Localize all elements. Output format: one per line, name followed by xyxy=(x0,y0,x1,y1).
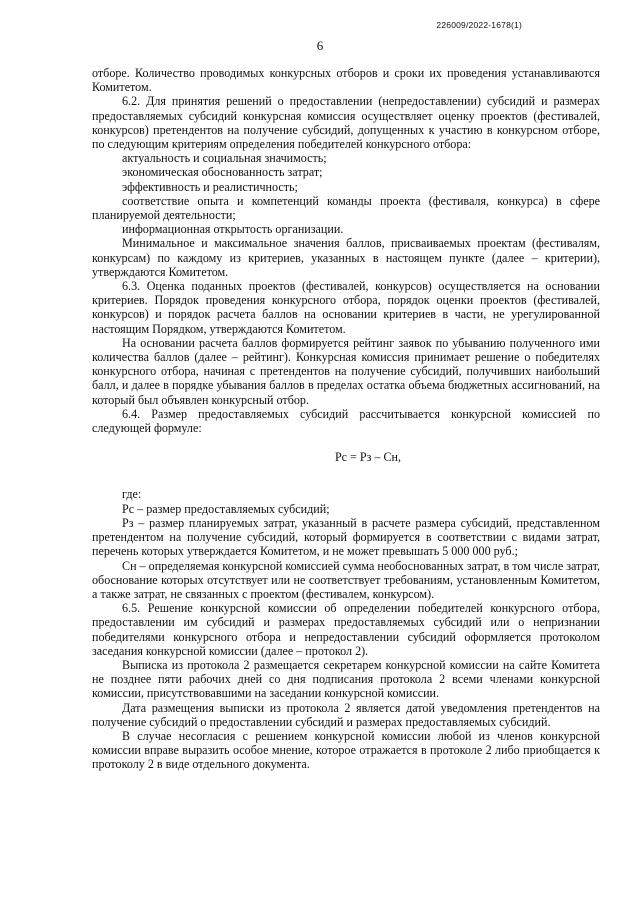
criterion-efficiency: эффективность и реалистичность; xyxy=(122,179,298,194)
paragraph-selection-end: отборе. Количество проводимых конкурсных отборов и сроки их проведения устанавливаются Комитетом. xyxy=(92,66,600,95)
paragraph-rating: На основании расчета баллов формируется рейтинг заявок по убыванию полученного ими количества баллов (далее – рейтинг). Конкурсная комиссия принимает решение о победителях конкурсного отбора, начиная с претендентов на получение субсидий, получивших наибольший балл, и далее в порядке убывания баллов в пределах остатка объема бюджетных ассигнований, на который был объявлен конкурсный отбор. xyxy=(92,335,600,407)
paragraph-6-3: 6.3. Оценка поданных проектов (фестивалей, конкурсов) осуществляется на основании критериев. Порядок проведения конкурсного отбора, порядок оценки проектов (фестивалей, конкурсов) и порядок расчета баллов на основании критериев в части, не урегулированной настоящим Порядком, утверждаются Комитетом. xyxy=(92,279,600,336)
paragraph-notification-date: Дата размещения выписки из протокола 2 является датой уведомления претендентов на получение субсидий о предоставлении субсидий и размерах предоставляемых субсидий. xyxy=(92,700,600,729)
document-number: 226009/2022-1678(1) xyxy=(436,20,522,30)
paragraph-6-2: 6.2. Для принятия решений о предоставлении (непредоставлении) субсидий и размерах предоставляемых субсидий конкурсная комиссия осуществляет оценку проектов (фестивалей, конкурсов) претендентов на получение субсидий, допущенных к участию в конкурсном отборе, по следующим критериям определения победителей конкурсного отбора: xyxy=(92,94,600,152)
criterion-economic: экономическая обоснованность затрат; xyxy=(122,165,323,180)
paragraph-dissent: В случае несогласия с решением конкурсной комиссии любой из членов конкурсной комиссии вправе выразить особое мнение, которое отражается в протоколе 2 либо приобщается к протоколу 2 в виде отдельного документа. xyxy=(92,728,600,772)
document-body xyxy=(92,66,600,772)
paragraph-scores: Минимальное и максимальное значения баллов, присваиваемых проектам (фестивалям, конкурсам) по каждому из критериев, указанных в настоящем пункте (далее – критерии), утверждаются Комитетом. xyxy=(92,236,600,279)
paragraph-6-4: 6.4. Размер предоставляемых субсидий рассчитывается конкурсной комиссией по следующей формуле: xyxy=(92,406,600,436)
page-number: 6 xyxy=(316,38,324,53)
definition-rz: Рз – размер планируемых затрат, указанный в расчете размера субсидий, представленном претендентом на получение субсидий, который формируется в соответствии с видами затрат, перечень которых утверждается Комитетом, и не может превышать 5 000 000 руб.; xyxy=(92,515,600,559)
definition-sn: Сн – определяемая конкурсной комиссией сумма необоснованных затрат, в том числе затрат, обоснование которых отсутствует или не соответствует требованиям, установленным Комитетом, а также затрат, не связанных с проектом (фестивалем, конкурсом). xyxy=(92,558,600,601)
paragraph-extract: Выписка из протокола 2 размещается секретарем конкурсной комиссии на сайте Комитета не позднее пяти рабочих дней со дня подписания протокола 2 всеми членами конкурсной комиссии, присутствовавшими на заседании конкурсной комиссии. xyxy=(92,657,600,701)
paragraph-6-5: 6.5. Решение конкурсной комиссии об определении победителей конкурсного отбора, предоставлении им субсидий и размерах предоставляемых субсидий или о непризнании победителями конкурсного отбора и непредоставлении субсидий оформляется протоколом заседания конкурсной комиссии (далее – протокол 2). xyxy=(92,601,600,658)
criterion-openness: информационная открытость организации. xyxy=(122,222,344,237)
subsidy-formula: Рс = Рз – Сн, xyxy=(334,450,402,465)
criterion-team-experience: соответствие опыта и компетенций команды проекта (фестиваля, конкурса) в сфере планируемой деятельности; xyxy=(92,193,600,223)
formula-where: где: xyxy=(122,487,142,502)
criterion-relevance: актуальность и социальная значимость; xyxy=(122,151,327,166)
definition-rs: Рс – размер предоставляемых субсидий; xyxy=(122,501,330,516)
